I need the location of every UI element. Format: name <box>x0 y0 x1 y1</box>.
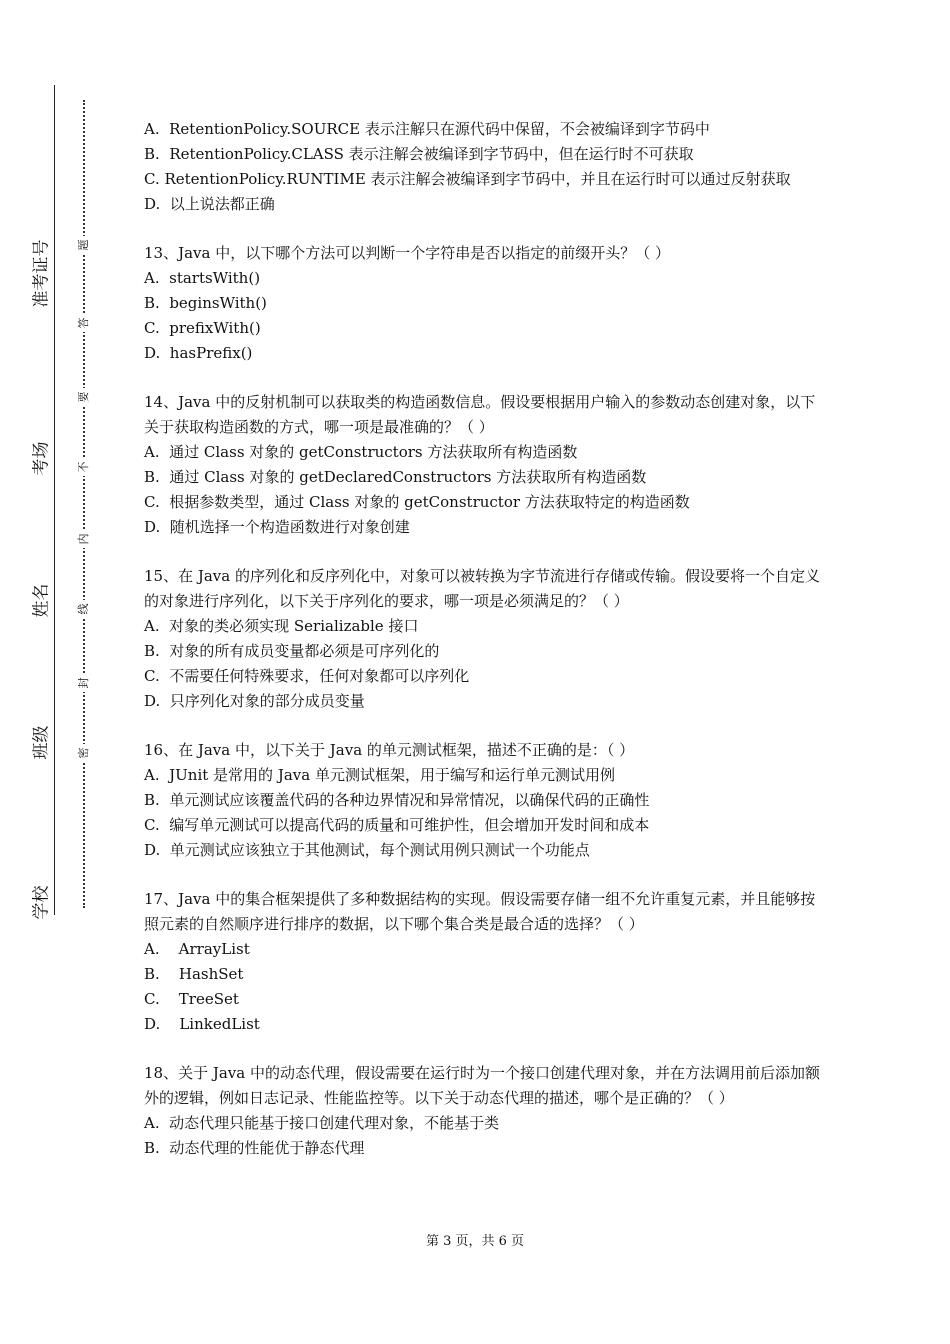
question-stem: 13、Java 中，以下哪个方法可以判断一个字符串是否以指定的前缀开头？（ ） <box>144 244 670 262</box>
question-stem: 15、在 Java 的序列化和反序列化中，对象可以被转换为字节流进行存储或传输。假设要将一个自定义的对象进行序列化，以下关于序列化的要求，哪一项是必须满足的？（ ） <box>144 567 821 610</box>
option: A. ArrayList <box>144 940 250 958</box>
option: C. RetentionPolicy.RUNTIME 表示注解会被编译到字节码中，并且在运行时可以通过反射获取 <box>144 170 791 188</box>
option: A. JUnit 是常用的 Java 单元测试框架，用于编写和运行单元测试用例 <box>144 766 615 784</box>
question-stem: 14、Java 中的反射机制可以获取类的构造函数信息。假设要根据用户输入的参数动态创建对象，以下关于获取构造函数的方式，哪一项是最准确的？（ ） <box>144 393 816 436</box>
option: A. 对象的类必须实现 Serializable 接口 <box>144 617 419 635</box>
option: D. 随机选择一个构造函数进行对象创建 <box>144 518 410 536</box>
field-exam-room: 考场 <box>31 441 52 476</box>
exam-content <box>144 117 824 1161</box>
option: D. 以上说法都正确 <box>144 195 275 213</box>
seal-char: 线 <box>75 600 93 618</box>
field-class: 班级 <box>31 725 52 760</box>
option: B. 动态代理的性能优于静态代理 <box>144 1139 365 1157</box>
field-exam-number: 准考证号 <box>31 239 52 308</box>
option: D. 只序列化对象的部分成员变量 <box>144 692 365 710</box>
question-15 <box>144 564 824 714</box>
field-school: 学校 <box>31 885 52 920</box>
option: C. 编写单元测试可以提高代码的质量和可维护性，但会增加开发时间和成本 <box>144 816 650 834</box>
option: B. 单元测试应该覆盖代码的各种边界情况和异常情况，以确保代码的正确性 <box>144 791 650 809</box>
seal-char: 不 <box>75 458 93 476</box>
seal-char: 要 <box>75 388 93 406</box>
option: A. RetentionPolicy.SOURCE 表示注解只在源代码中保留，不会被编译到字节码中 <box>144 120 710 138</box>
question-13 <box>144 241 824 366</box>
option: C. TreeSet <box>144 990 239 1008</box>
option: C. 根据参数类型，通过 Class 对象的 getConstructor 方法获取特定的构造函数 <box>144 493 690 511</box>
question-14 <box>144 390 824 540</box>
field-name: 姓名 <box>31 583 52 618</box>
question-16 <box>144 738 824 863</box>
option: B. 对象的所有成员变量都必须是可序列化的 <box>144 642 440 660</box>
seal-char: 内 <box>75 530 93 548</box>
option: A. 动态代理只能基于接口创建代理对象，不能基于类 <box>144 1114 500 1132</box>
option: B. beginsWith() <box>144 294 267 312</box>
question-17 <box>144 887 824 1037</box>
option: C. 不需要任何特殊要求，任何对象都可以序列化 <box>144 667 470 685</box>
question-18 <box>144 1061 824 1161</box>
seal-char: 封 <box>75 674 93 692</box>
seal-char: 答 <box>75 314 93 332</box>
binding-dotted-line <box>83 100 85 908</box>
question-stem: 18、关于 Java 中的动态代理，假设需要在运行时为一个接口创建代理对象，并在方法调用前后添加额外的逻辑，例如日志记录、性能监控等。以下关于动态代理的描述，哪个是正确的？（ ） <box>144 1064 821 1107</box>
question-stem: 17、Java 中的集合框架提供了多种数据结构的实现。假设需要存储一组不允许重复元素，并且能够按照元素的自然顺序进行排序的数据，以下哪个集合类是最合适的选择？（ ） <box>144 890 816 933</box>
option: D. 单元测试应该独立于其他测试，每个测试用例只测试一个功能点 <box>144 841 590 859</box>
page-footer: 第 3 页，共 6 页 <box>425 1234 525 1249</box>
option: B. HashSet <box>144 965 244 983</box>
seal-char: 密 <box>75 744 93 762</box>
option: D. LinkedList <box>144 1015 260 1033</box>
question-stem: 16、在 Java 中，以下关于 Java 的单元测试框架，描述不正确的是：（ ） <box>144 741 635 759</box>
option: B. 通过 Class 对象的 getDeclaredConstructors 方法获取所有构造函数 <box>144 468 647 486</box>
option: D. hasPrefix() <box>144 344 253 362</box>
option: C. prefixWith() <box>144 319 261 337</box>
binding-solid-line <box>54 85 55 915</box>
question-12-options <box>144 117 824 217</box>
seal-char: 题 <box>75 236 93 254</box>
option: A. 通过 Class 对象的 getConstructors 方法获取所有构造函数 <box>144 443 578 461</box>
option: B. RetentionPolicy.CLASS 表示注解会被编译到字节码中，但在运行时不可获取 <box>144 145 694 163</box>
option: A. startsWith() <box>144 269 261 287</box>
binding-margin <box>16 0 106 1344</box>
